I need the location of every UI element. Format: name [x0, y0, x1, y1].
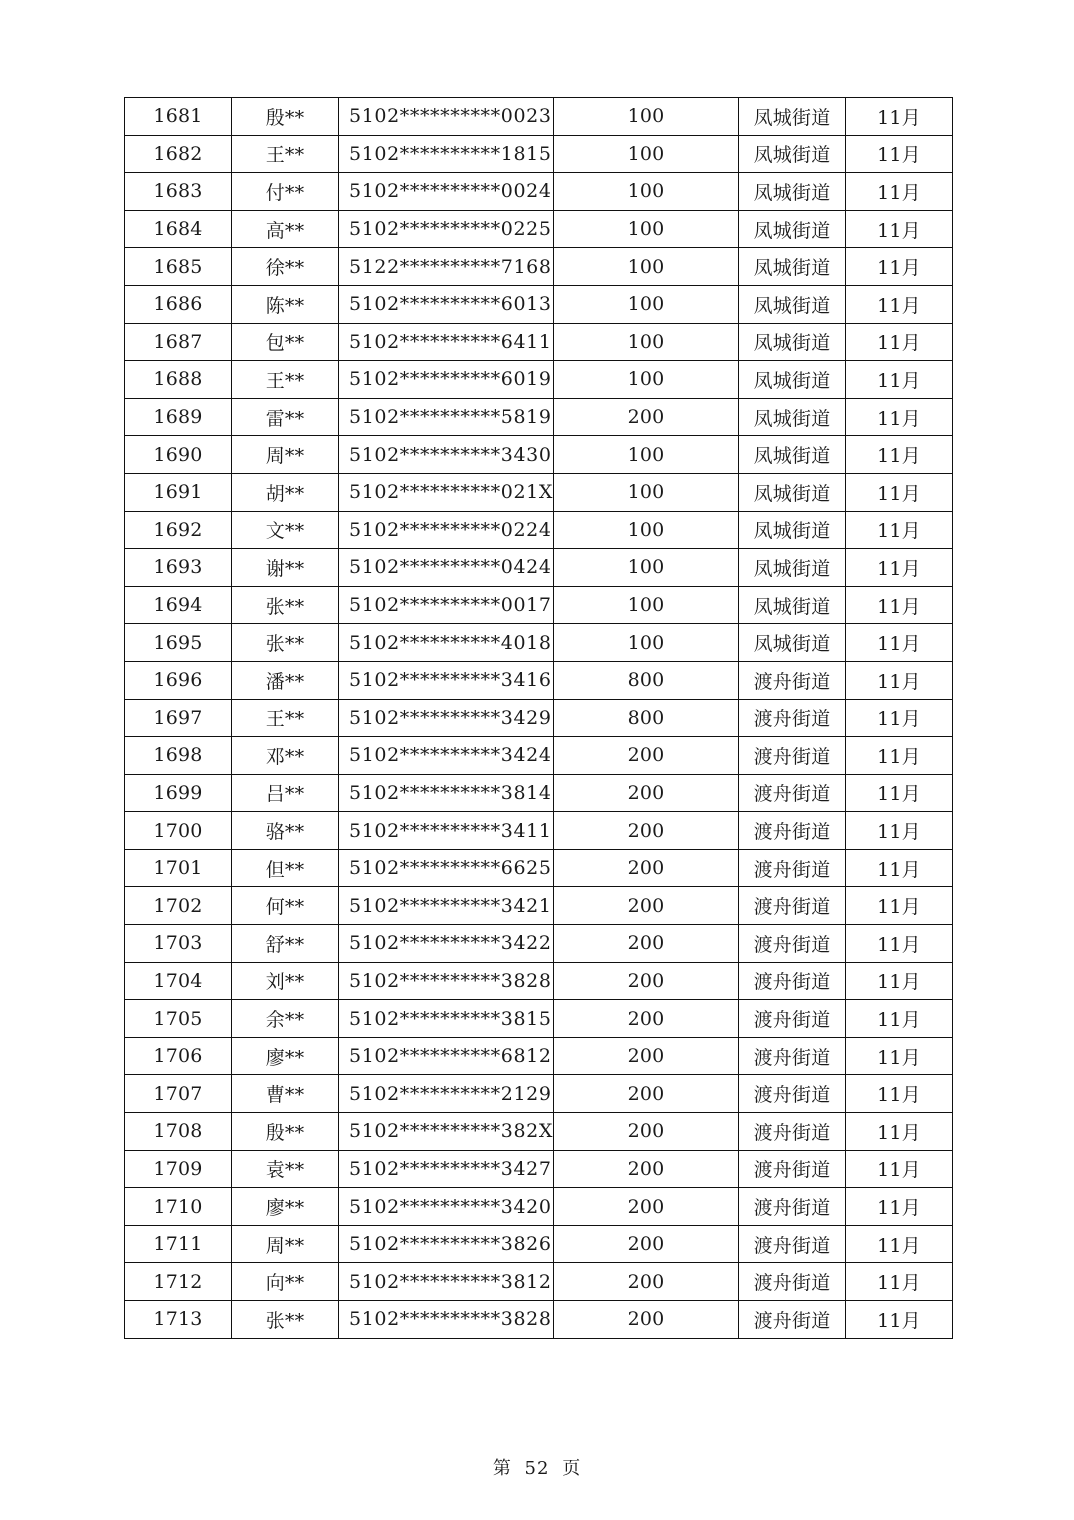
id-number-cell: 5102**********2129	[339, 1075, 554, 1113]
row-number-cell: 1702	[125, 887, 232, 925]
month-cell: 11月	[846, 323, 953, 361]
row-number-cell: 1692	[125, 511, 232, 549]
amount-cell: 200	[554, 398, 739, 436]
amount-cell: 100	[554, 586, 739, 624]
row-number-cell: 1701	[125, 849, 232, 887]
id-number-cell: 5102**********3420	[339, 1188, 554, 1226]
amount-cell: 800	[554, 699, 739, 737]
month-cell: 11月	[846, 887, 953, 925]
street-cell: 凤城街道	[739, 398, 846, 436]
month-cell: 11月	[846, 248, 953, 286]
id-number-cell: 5102**********3826	[339, 1225, 554, 1263]
id-number-cell: 5102**********6013	[339, 285, 554, 323]
row-number-cell: 1687	[125, 323, 232, 361]
table-row	[125, 1301, 953, 1339]
amount-cell: 200	[554, 737, 739, 775]
row-number-cell: 1683	[125, 173, 232, 211]
id-number-cell: 5102**********5819	[339, 398, 554, 436]
table-row	[125, 1150, 953, 1188]
table-row	[125, 98, 953, 136]
row-number-cell: 1698	[125, 737, 232, 775]
page-prefix: 第	[492, 1458, 512, 1479]
row-number-cell: 1682	[125, 135, 232, 173]
name-cell: 周**	[232, 1225, 339, 1263]
name-cell: 包**	[232, 323, 339, 361]
table-row	[125, 1037, 953, 1075]
street-cell: 凤城街道	[739, 473, 846, 511]
name-cell: 高**	[232, 210, 339, 248]
month-cell: 11月	[846, 737, 953, 775]
month-cell: 11月	[846, 661, 953, 699]
amount-cell: 200	[554, 1075, 739, 1113]
row-number-cell: 1710	[125, 1188, 232, 1226]
row-number-cell: 1703	[125, 925, 232, 963]
id-number-cell: 5102**********0225	[339, 210, 554, 248]
row-number-cell: 1713	[125, 1301, 232, 1339]
row-number-cell: 1704	[125, 962, 232, 1000]
amount-cell: 200	[554, 849, 739, 887]
street-cell: 渡舟街道	[739, 1113, 846, 1151]
name-cell: 王**	[232, 361, 339, 399]
amount-cell: 100	[554, 173, 739, 211]
id-number-cell: 5102**********3430	[339, 436, 554, 474]
table-row	[125, 436, 953, 474]
street-cell: 渡舟街道	[739, 1000, 846, 1038]
id-number-cell: 5102**********3424	[339, 737, 554, 775]
month-cell: 11月	[846, 1075, 953, 1113]
street-cell: 渡舟街道	[739, 849, 846, 887]
table-row	[125, 661, 953, 699]
table-row	[125, 1075, 953, 1113]
amount-cell: 100	[554, 624, 739, 662]
name-cell: 向**	[232, 1263, 339, 1301]
id-number-cell: 5102**********6812	[339, 1037, 554, 1075]
id-number-cell: 5102**********0024	[339, 173, 554, 211]
name-cell: 雷**	[232, 398, 339, 436]
id-number-cell: 5102**********3429	[339, 699, 554, 737]
amount-cell: 200	[554, 1263, 739, 1301]
name-cell: 周**	[232, 436, 339, 474]
table-row	[125, 210, 953, 248]
amount-cell: 100	[554, 248, 739, 286]
month-cell: 11月	[846, 699, 953, 737]
id-number-cell: 5102**********3411	[339, 812, 554, 850]
name-cell: 廖**	[232, 1037, 339, 1075]
street-cell: 渡舟街道	[739, 887, 846, 925]
row-number-cell: 1696	[125, 661, 232, 699]
row-number-cell: 1712	[125, 1263, 232, 1301]
month-cell: 11月	[846, 586, 953, 624]
month-cell: 11月	[846, 1301, 953, 1339]
table-row	[125, 1263, 953, 1301]
table-row	[125, 586, 953, 624]
name-cell: 谢**	[232, 549, 339, 587]
name-cell: 曹**	[232, 1075, 339, 1113]
name-cell: 袁**	[232, 1150, 339, 1188]
id-number-cell: 5102**********3828	[339, 962, 554, 1000]
amount-cell: 200	[554, 774, 739, 812]
street-cell: 渡舟街道	[739, 1075, 846, 1113]
street-cell: 渡舟街道	[739, 925, 846, 963]
month-cell: 11月	[846, 624, 953, 662]
street-cell: 凤城街道	[739, 361, 846, 399]
amount-cell: 200	[554, 1000, 739, 1038]
street-cell: 凤城街道	[739, 135, 846, 173]
street-cell: 渡舟街道	[739, 661, 846, 699]
name-cell: 张**	[232, 586, 339, 624]
id-number-cell: 5102**********0017	[339, 586, 554, 624]
table-row	[125, 361, 953, 399]
street-cell: 凤城街道	[739, 586, 846, 624]
table-row	[125, 737, 953, 775]
month-cell: 11月	[846, 1188, 953, 1226]
row-number-cell: 1681	[125, 98, 232, 136]
amount-cell: 200	[554, 1225, 739, 1263]
name-cell: 殷**	[232, 98, 339, 136]
month-cell: 11月	[846, 812, 953, 850]
month-cell: 11月	[846, 549, 953, 587]
street-cell: 凤城街道	[739, 549, 846, 587]
row-number-cell: 1685	[125, 248, 232, 286]
page-suffix: 页	[562, 1458, 582, 1479]
row-number-cell: 1711	[125, 1225, 232, 1263]
street-cell: 渡舟街道	[739, 774, 846, 812]
table-row	[125, 285, 953, 323]
table-row	[125, 473, 953, 511]
amount-cell: 100	[554, 98, 739, 136]
street-cell: 渡舟街道	[739, 1301, 846, 1339]
street-cell: 凤城街道	[739, 173, 846, 211]
month-cell: 11月	[846, 925, 953, 963]
table-row	[125, 925, 953, 963]
id-number-cell: 5102**********1815	[339, 135, 554, 173]
month-cell: 11月	[846, 398, 953, 436]
month-cell: 11月	[846, 1000, 953, 1038]
page-footer	[0, 1454, 1074, 1480]
name-cell: 潘**	[232, 661, 339, 699]
id-number-cell: 5102**********6019	[339, 361, 554, 399]
name-cell: 廖**	[232, 1188, 339, 1226]
month-cell: 11月	[846, 774, 953, 812]
name-cell: 吕**	[232, 774, 339, 812]
amount-cell: 200	[554, 1301, 739, 1339]
id-number-cell: 5102**********4018	[339, 624, 554, 662]
row-number-cell: 1691	[125, 473, 232, 511]
amount-cell: 100	[554, 135, 739, 173]
row-number-cell: 1686	[125, 285, 232, 323]
name-cell: 邓**	[232, 737, 339, 775]
street-cell: 渡舟街道	[739, 1037, 846, 1075]
street-cell: 渡舟街道	[739, 1263, 846, 1301]
row-number-cell: 1707	[125, 1075, 232, 1113]
id-number-cell: 5102**********3416	[339, 661, 554, 699]
month-cell: 11月	[846, 173, 953, 211]
street-cell: 渡舟街道	[739, 1150, 846, 1188]
amount-cell: 200	[554, 1037, 739, 1075]
amount-cell: 200	[554, 1150, 739, 1188]
table-row	[125, 1113, 953, 1151]
row-number-cell: 1690	[125, 436, 232, 474]
amount-cell: 100	[554, 473, 739, 511]
records-table-body	[125, 98, 953, 1339]
name-cell: 徐**	[232, 248, 339, 286]
amount-cell: 100	[554, 323, 739, 361]
name-cell: 但**	[232, 849, 339, 887]
id-number-cell: 5102**********6625	[339, 849, 554, 887]
table-row	[125, 248, 953, 286]
month-cell: 11月	[846, 210, 953, 248]
month-cell: 11月	[846, 1225, 953, 1263]
table-row	[125, 173, 953, 211]
name-cell: 付**	[232, 173, 339, 211]
row-number-cell: 1708	[125, 1113, 232, 1151]
table-row	[125, 1225, 953, 1263]
month-cell: 11月	[846, 361, 953, 399]
month-cell: 11月	[846, 1113, 953, 1151]
name-cell: 陈**	[232, 285, 339, 323]
name-cell: 王**	[232, 699, 339, 737]
id-number-cell: 5102**********382X	[339, 1113, 554, 1151]
id-number-cell: 5102**********3828	[339, 1301, 554, 1339]
street-cell: 渡舟街道	[739, 1225, 846, 1263]
street-cell: 渡舟街道	[739, 962, 846, 1000]
name-cell: 胡**	[232, 473, 339, 511]
row-number-cell: 1694	[125, 586, 232, 624]
row-number-cell: 1693	[125, 549, 232, 587]
amount-cell: 200	[554, 1188, 739, 1226]
table-row	[125, 1000, 953, 1038]
row-number-cell: 1697	[125, 699, 232, 737]
amount-cell: 200	[554, 812, 739, 850]
table-row	[125, 135, 953, 173]
row-number-cell: 1699	[125, 774, 232, 812]
amount-cell: 200	[554, 887, 739, 925]
street-cell: 凤城街道	[739, 436, 846, 474]
amount-cell: 100	[554, 436, 739, 474]
table-row	[125, 398, 953, 436]
table-row	[125, 812, 953, 850]
name-cell: 骆**	[232, 812, 339, 850]
row-number-cell: 1705	[125, 1000, 232, 1038]
table-row	[125, 323, 953, 361]
street-cell: 渡舟街道	[739, 1188, 846, 1226]
id-number-cell: 5102**********3422	[339, 925, 554, 963]
id-number-cell: 5102**********3812	[339, 1263, 554, 1301]
name-cell: 王**	[232, 135, 339, 173]
amount-cell: 200	[554, 925, 739, 963]
amount-cell: 100	[554, 549, 739, 587]
table-row	[125, 549, 953, 587]
row-number-cell: 1684	[125, 210, 232, 248]
street-cell: 渡舟街道	[739, 699, 846, 737]
name-cell: 文**	[232, 511, 339, 549]
row-number-cell: 1706	[125, 1037, 232, 1075]
name-cell: 张**	[232, 1301, 339, 1339]
amount-cell: 100	[554, 511, 739, 549]
table-row	[125, 511, 953, 549]
table-row	[125, 849, 953, 887]
name-cell: 张**	[232, 624, 339, 662]
month-cell: 11月	[846, 285, 953, 323]
amount-cell: 200	[554, 962, 739, 1000]
street-cell: 渡舟街道	[739, 812, 846, 850]
street-cell: 凤城街道	[739, 511, 846, 549]
month-cell: 11月	[846, 1037, 953, 1075]
page-number: 52	[524, 1458, 550, 1479]
month-cell: 11月	[846, 135, 953, 173]
table-row	[125, 624, 953, 662]
id-number-cell: 5102**********6411	[339, 323, 554, 361]
id-number-cell: 5102**********0023	[339, 98, 554, 136]
row-number-cell: 1689	[125, 398, 232, 436]
street-cell: 凤城街道	[739, 248, 846, 286]
id-number-cell: 5102**********3427	[339, 1150, 554, 1188]
row-number-cell: 1700	[125, 812, 232, 850]
row-number-cell: 1695	[125, 624, 232, 662]
month-cell: 11月	[846, 1263, 953, 1301]
table-row	[125, 962, 953, 1000]
street-cell: 渡舟街道	[739, 737, 846, 775]
month-cell: 11月	[846, 473, 953, 511]
street-cell: 凤城街道	[739, 624, 846, 662]
month-cell: 11月	[846, 849, 953, 887]
id-number-cell: 5102**********3815	[339, 1000, 554, 1038]
month-cell: 11月	[846, 511, 953, 549]
table-row	[125, 699, 953, 737]
street-cell: 凤城街道	[739, 323, 846, 361]
street-cell: 凤城街道	[739, 285, 846, 323]
street-cell: 凤城街道	[739, 98, 846, 136]
id-number-cell: 5102**********0424	[339, 549, 554, 587]
table-row	[125, 1188, 953, 1226]
table-row	[125, 887, 953, 925]
id-number-cell: 5102**********3814	[339, 774, 554, 812]
row-number-cell: 1709	[125, 1150, 232, 1188]
name-cell: 余**	[232, 1000, 339, 1038]
name-cell: 刘**	[232, 962, 339, 1000]
amount-cell: 100	[554, 285, 739, 323]
records-table	[124, 97, 953, 1339]
row-number-cell: 1688	[125, 361, 232, 399]
month-cell: 11月	[846, 436, 953, 474]
id-number-cell: 5102**********0224	[339, 511, 554, 549]
name-cell: 殷**	[232, 1113, 339, 1151]
id-number-cell: 5102**********021X	[339, 473, 554, 511]
amount-cell: 100	[554, 361, 739, 399]
id-number-cell: 5122**********7168	[339, 248, 554, 286]
name-cell: 何**	[232, 887, 339, 925]
amount-cell: 800	[554, 661, 739, 699]
name-cell: 舒**	[232, 925, 339, 963]
amount-cell: 100	[554, 210, 739, 248]
table-row	[125, 774, 953, 812]
amount-cell: 200	[554, 1113, 739, 1151]
id-number-cell: 5102**********3421	[339, 887, 554, 925]
month-cell: 11月	[846, 1150, 953, 1188]
street-cell: 凤城街道	[739, 210, 846, 248]
month-cell: 11月	[846, 98, 953, 136]
month-cell: 11月	[846, 962, 953, 1000]
